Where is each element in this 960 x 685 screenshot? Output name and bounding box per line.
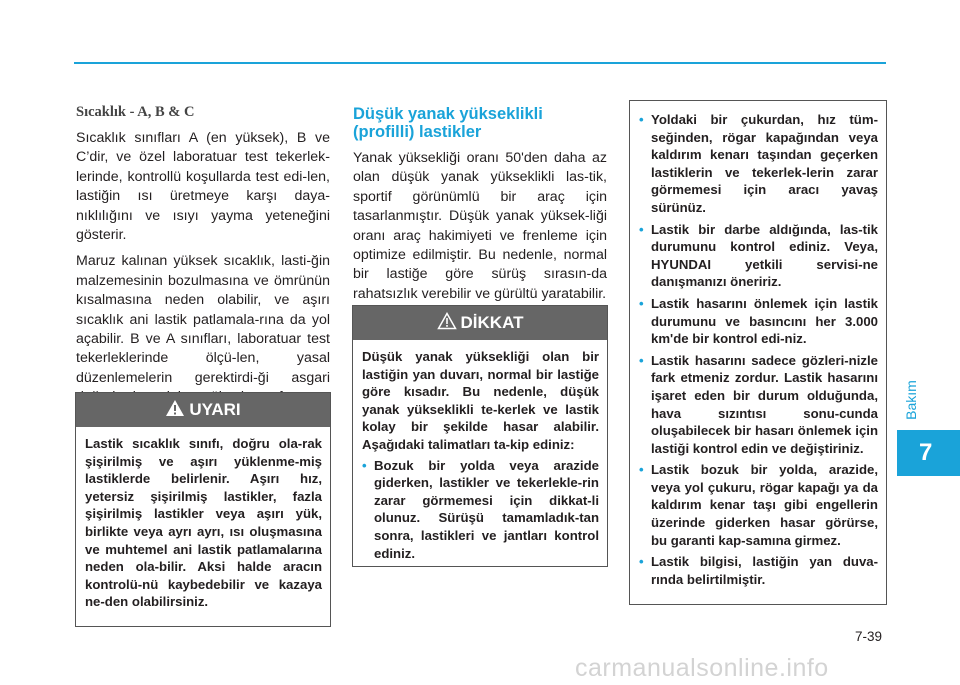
warning-header: [76, 393, 330, 427]
warning-body: [76, 427, 330, 620]
tip-text: Lastik hasarını önlemek için lastik durumunu ve basıncını her 3.000 km'de bir kontrol edi-niz.: [651, 295, 878, 347]
list-item: [639, 352, 878, 458]
column-1: [76, 100, 330, 434]
low-profile-heading-line-2: (profilli) lastikler: [353, 123, 482, 141]
bullet-dot-icon: •: [639, 112, 644, 127]
temperature-paragraph-2: Maruz kalınan yüksek sıcaklık, lasti-ğin malzemesinin bozulmasına ve ömrünün kısalmasına neden olabilir, ve aşırı sıcaklık ani lastik patlamala-rına da yol açabilir. B ve A sınıfları, laboratuar test tekerleklerinde ölçü-len, yasal düzenlemelerin gerektirdi-ği asgari: [76, 253, 330, 386]
caution-body: [353, 340, 607, 572]
caution-bullet-text: Bozuk bir yolda veya arazide giderken, lastikler ve tekerlekle-rin zarar görmemesi için dikkat-li olunuz. Sürüşü tamamladık-tan sonra, lastikleri ve jantları kontrol ediniz.: [374, 457, 599, 561]
bullet-dot-icon: •: [639, 295, 644, 311]
low-profile-paragraph: Yanak yüksekliği oranı 50'den daha az olan düşük yanak yükseklikli las-tik, sportif görünümlü bir araç için tasarlanmıştır. Düşük yanak yüksek-liği oranı araç hakimiyeti ve frenleme için optimize edilmiştir. Bu nedenle, normal bir lastiğe göre sürüş sırasın-da rahatsızlık verebilir ve gürültü yaratabilir.: [353, 150, 607, 302]
list-item: [639, 295, 878, 348]
watermark: carmanualsonline.info: [575, 654, 829, 682]
caution-triangle-icon: [437, 312, 457, 330]
warning-text: Lastik sıcaklık sınıfı, doğru ola-rak şişirilmiş ve aşırı yüklenme-miş lastiklerde belirlenir. Aşırı hız, yetersiz şişirilmiş lastikler, fazla şişirilmiş lastikler veya aşırı yük, birlikte veya ayrı ayrı, ısı oluşmasına ve muhtemel ani lastik patlamalarına neden ola-bilir. Aksi halde aracın kontrolü-nü kaybedebilir ve kazaya ne-den olabilirsiniz.: [85, 436, 322, 610]
bullet-dot-icon: •: [362, 457, 367, 473]
tip-text: Lastik bozuk bir yolda, arazide, veya yol çukuru, rögar kapağı ya da kaldırım kenar taşı gibi engellerin üzerinde giderken hasar görürse, bu garanti kap-samına girmez.: [651, 462, 878, 548]
low-profile-heading-line-1: Düşük yanak yükseklikli: [353, 105, 543, 123]
tip-text: Lastik hasarını sadece gözleri-nizle fark etmeniz zordur. Lastik hasarını işaret eden bir durum olduğunda, hava sızıntısı sonu-cunda oluşabilecek bir hasarı önlemek için lastiği kontrol edin ve değiştiriniz.: [651, 352, 878, 456]
caution-text: Düşük yanak yüksekliği olan bir lastiğin yan duvarı, normal bir lastiğe göre kısadır. Bu nedenle, düşük yanak yükseklikli te-kerlek ve lastik kolay bir şekilde hasar alabilir. Aşağıdaki talimatları ta-kip ediniz:: [362, 349, 599, 452]
column-2: [353, 100, 607, 311]
caution-header: [353, 306, 607, 340]
tip-text: Lastik bir darbe aldığında, las-tik durumunu kontrol ediniz. Veya, HYUNDAI yetkili servisi-ne danışmanızı öneririz.: [651, 221, 878, 290]
tips-bullet-list: [639, 111, 878, 588]
list-item: [362, 457, 599, 563]
list-item: [639, 221, 878, 291]
tip-text: Lastik bilgisi, lastiğin yan duva-rında belirtilmiştir.: [651, 554, 878, 587]
temperature-heading: Sıcaklık - A, B & C: [76, 104, 195, 120]
top-rule: [74, 62, 886, 64]
chapter-tab: [897, 430, 960, 476]
temperature-paragraph-1: Sıcaklık sınıfları A (en yüksek), B ve C’dir, ve özel laboratuar test tekerlek-lerinde, kontrollü koşullarda test edi-len, lastiğin ısı üretmeye karşı daya-nıklılığını ve ısıyı yayma yeteneğini gösterir.: [76, 130, 330, 244]
low-profile-heading: [353, 105, 607, 141]
caution-title: DİKKAT: [460, 313, 524, 332]
tip-text: Yoldaki bir çukurdan, hız tüm-seğinden, rögar kapağından veya kaldırım kenarı taşından geçerken lastiklerin ve tekerlek-lerin zarar görmemesi için aracı yavaş sürünüz.: [651, 112, 878, 215]
caution-bullet-list: [362, 457, 599, 563]
bullet-dot-icon: •: [639, 221, 644, 237]
chapter-tab-label: [897, 370, 925, 430]
bullet-dot-icon: •: [639, 554, 644, 570]
warning-triangle-icon: [165, 399, 185, 417]
chapter-tab-text: Bakım: [903, 380, 919, 420]
list-item: [639, 461, 878, 549]
list-item: [639, 111, 878, 217]
warning-title: UYARI: [189, 400, 241, 419]
warning-box: [75, 392, 331, 627]
list-item: [639, 553, 878, 588]
caution-box: [352, 305, 608, 567]
tips-body: [630, 101, 886, 598]
tips-box: [629, 100, 887, 605]
chapter-number: 7: [919, 439, 933, 466]
bullet-dot-icon: •: [639, 462, 644, 478]
bullet-dot-icon: •: [639, 352, 644, 368]
page-number: 7-39: [855, 629, 883, 644]
